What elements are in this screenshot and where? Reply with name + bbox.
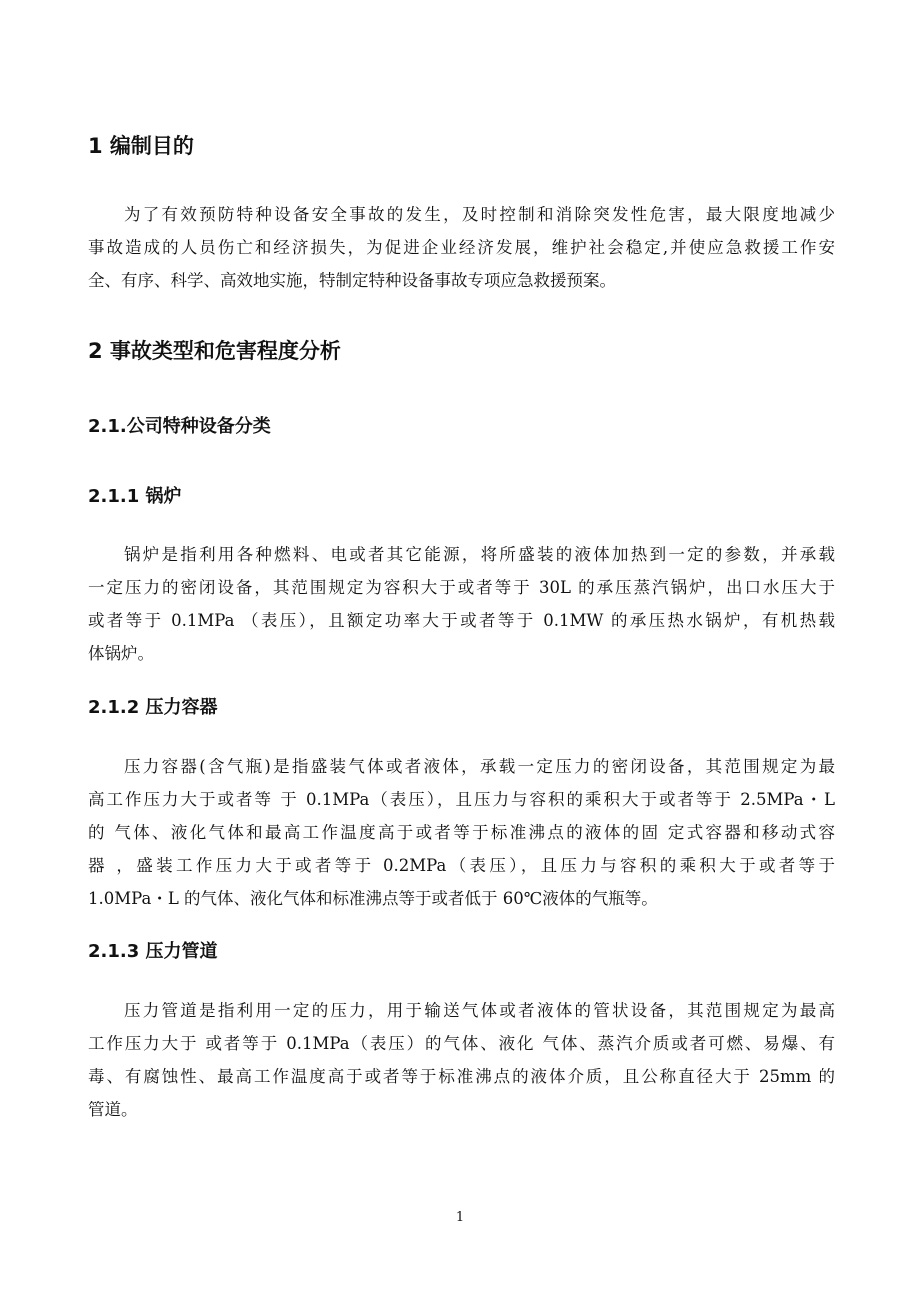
section-2-1-2-paragraph (88, 750, 835, 915)
paragraph-line: 事故造成的人员伤亡和经济损失，为促进企业经济发展，维护社会稳定,并使应急救援工作安 (88, 238, 835, 257)
page-number: 1 (455, 1210, 465, 1225)
paragraph-line: 全、有序、科学、高效地实施，特制定特种设备事故专项应急救援预案。 (88, 271, 616, 290)
section-1-heading: 1 编制目的 (88, 134, 194, 158)
paragraph-line: 1.0MPa・L 的气体、液化气体和标准沸点等于或者低于 60℃液体的气瓶等。 (88, 889, 658, 908)
section-2-1-heading: 2.1.公司特种设备分类 (88, 416, 271, 437)
paragraph-line: 管道。 (88, 1100, 138, 1119)
section-2-1-3-paragraph (88, 994, 835, 1126)
paragraph-line: 或者等于 0.1MPa （表压），且额定功率大于或者等于 0.1MW 的承压热水锅炉，有机热载 (88, 611, 835, 630)
section-2-heading: 2 事故类型和危害程度分析 (88, 339, 341, 363)
section-2-1-1-paragraph (88, 538, 835, 670)
section-2-1-1-heading: 2.1.1 锅炉 (88, 486, 182, 507)
paragraph-line: 器 ，盛装工作压力大于或者等于 0.2MPa（表压），且压力与容积的乘积大于或者等于 (88, 856, 835, 875)
paragraph-line: 压力管道是指利用一定的压力，用于输送气体或者液体的管状设备，其范围规定为最高 (124, 1001, 835, 1020)
paragraph-line: 高工作压力大于或者等 于 0.1MPa（表压），且压力与容积的乘积大于或者等于 2.5MPa・L (88, 790, 835, 809)
paragraph-line: 毒、有腐蚀性、最高工作温度高于或者等于标准沸点的液体介质，且公称直径大于 25mm 的 (88, 1067, 835, 1086)
paragraph-line: 的 气体、液化气体和最高工作温度高于或者等于标准沸点的液体的固 定式容器和移动式容 (88, 823, 835, 842)
paragraph-line: 体锅炉。 (88, 644, 154, 663)
section-1-paragraph (88, 198, 835, 297)
paragraph-line: 为了有效预防特种设备安全事故的发生，及时控制和消除突发性危害，最大限度地减少 (124, 205, 835, 224)
paragraph-line: 压力容器(含气瓶)是指盛装气体或者液体，承载一定压力的密闭设备，其范围规定为最 (124, 757, 835, 776)
paragraph-line: 一定压力的密闭设备，其范围规定为容积大于或者等于 30L 的承压蒸汽锅炉，出口水压大于 (88, 578, 835, 597)
paragraph-line: 工作压力大于 或者等于 0.1MPa（表压）的气体、液化 气体、蒸汽介质或者可燃、易爆、有 (88, 1034, 835, 1053)
section-2-1-3-heading: 2.1.3 压力管道 (88, 941, 218, 962)
section-2-1-2-heading: 2.1.2 压力容器 (88, 697, 218, 718)
paragraph-line: 锅炉是指利用各种燃料、电或者其它能源，将所盛装的液体加热到一定的参数，并承载 (124, 545, 835, 564)
